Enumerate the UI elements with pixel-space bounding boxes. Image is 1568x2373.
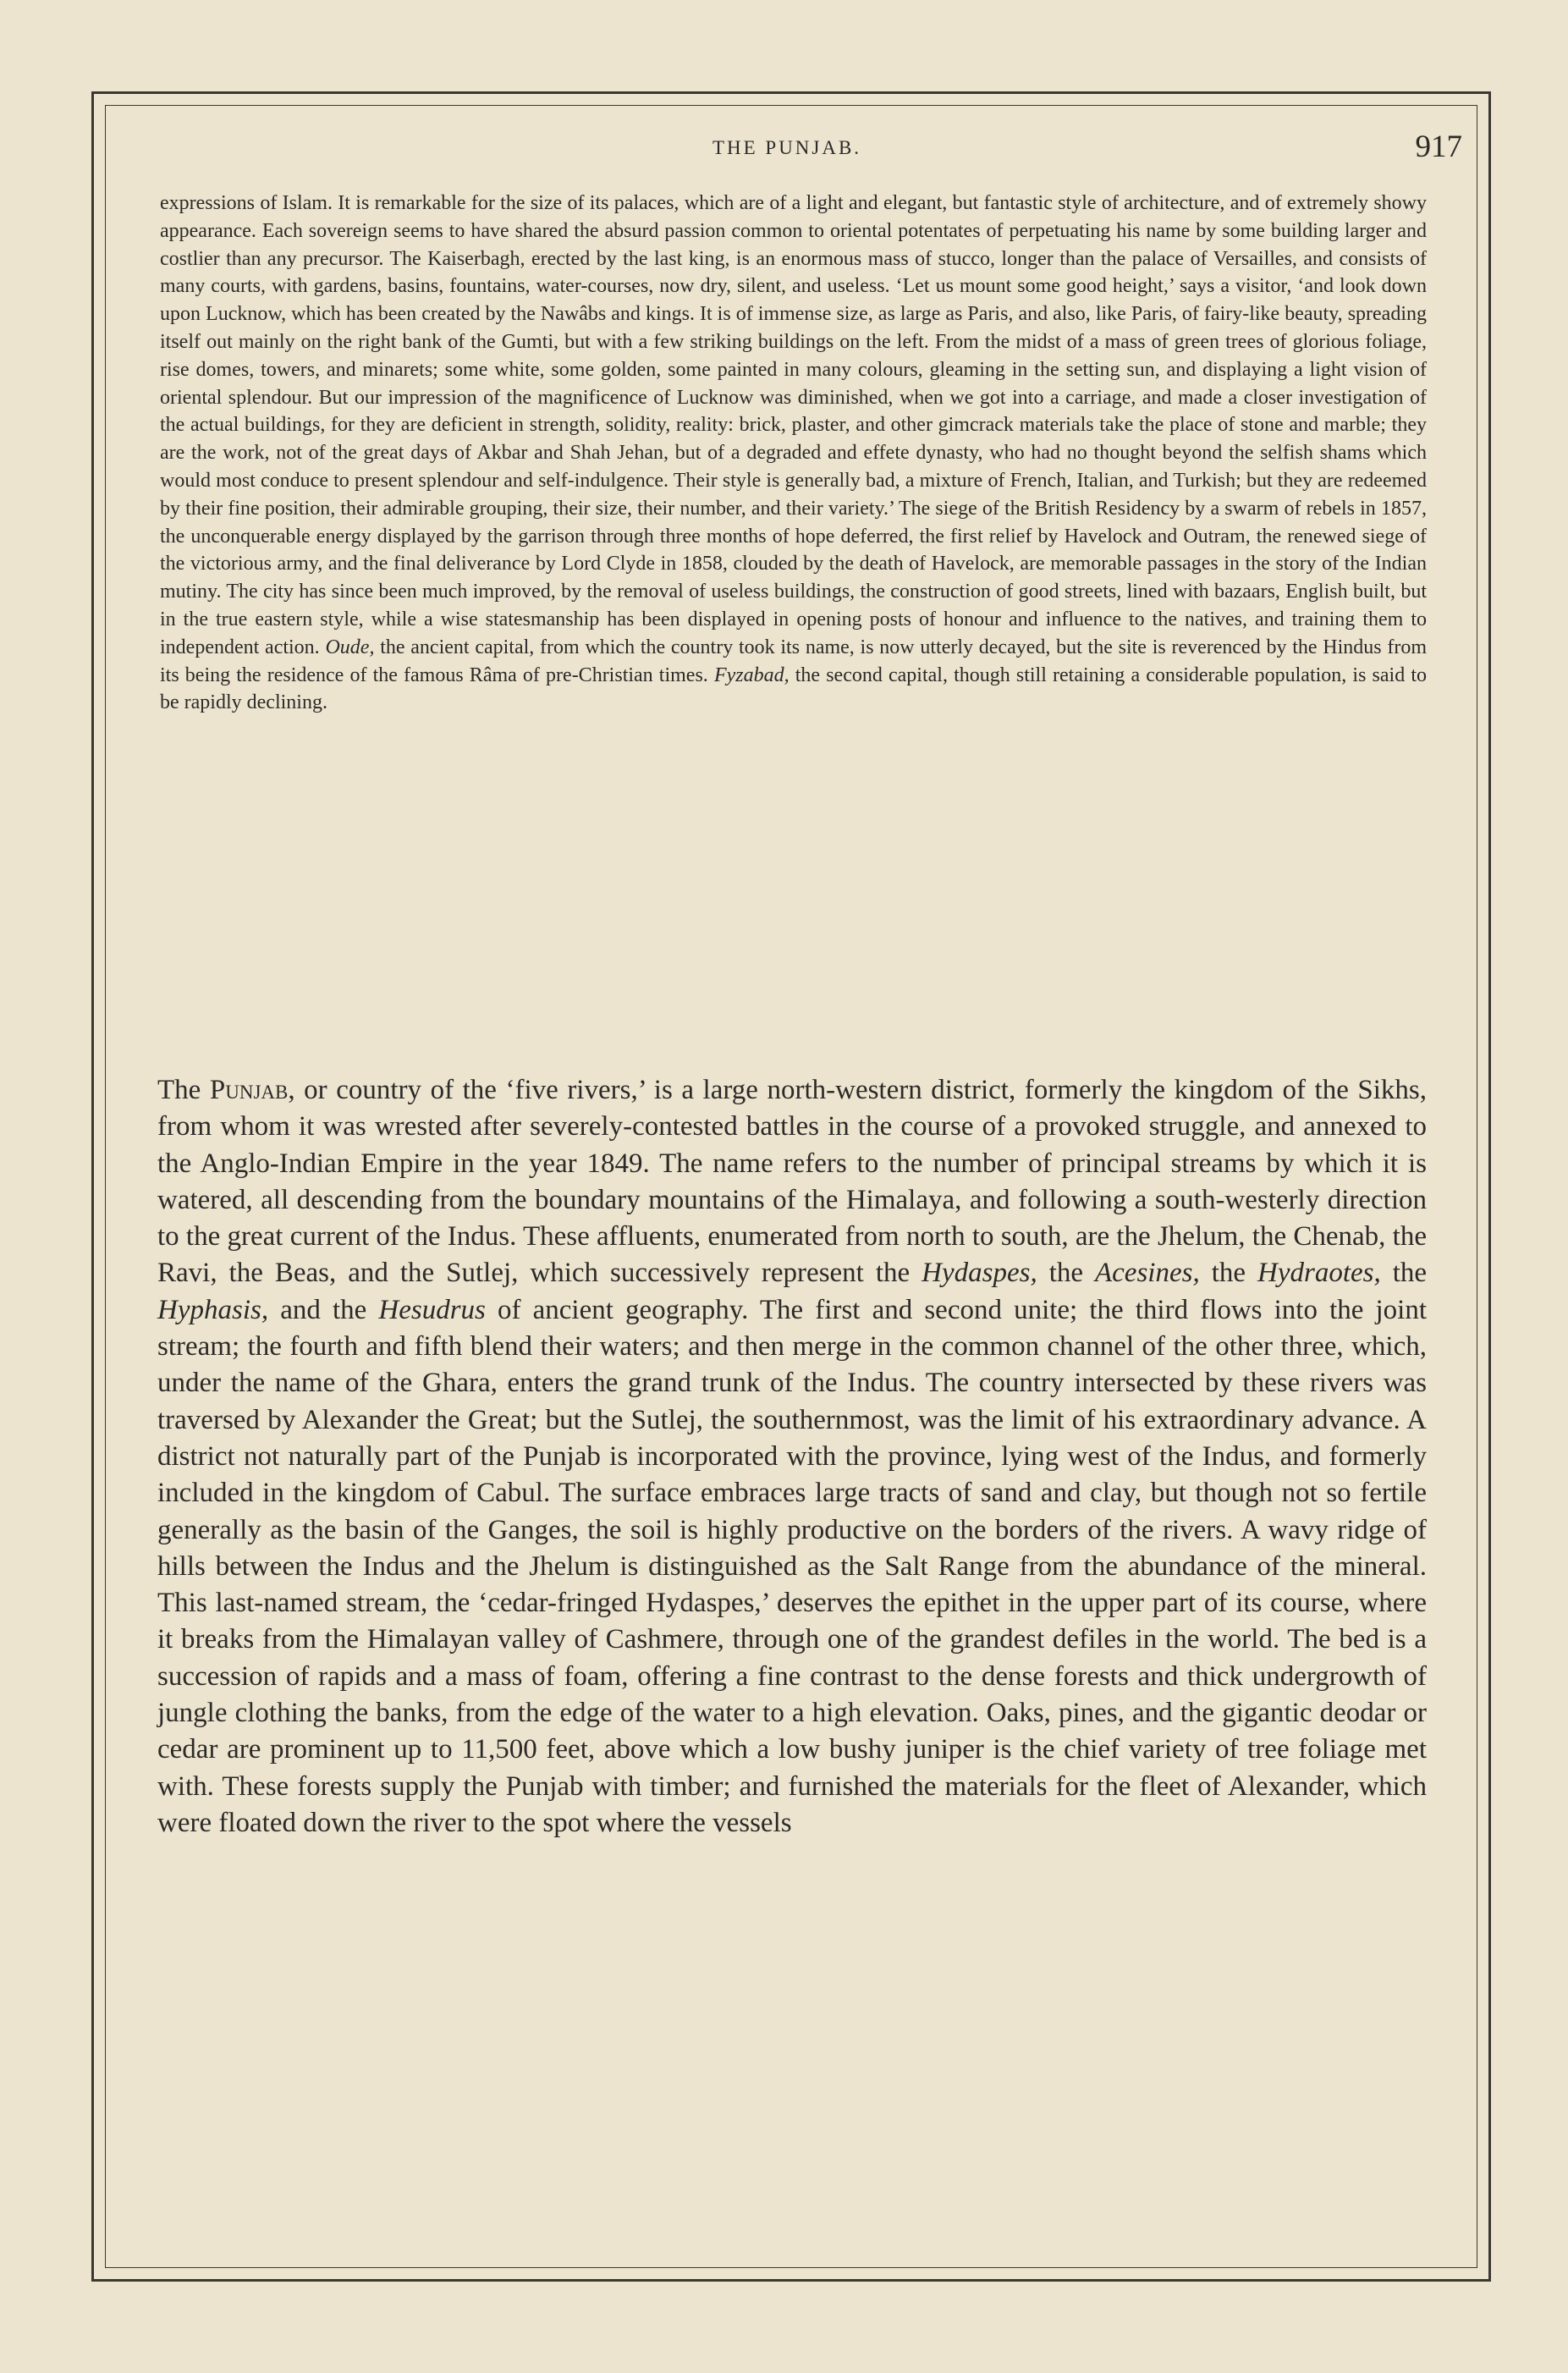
hydraotes-name: Hydraotes, <box>1257 1258 1381 1289</box>
running-head: THE PUNJAB. <box>712 137 862 158</box>
punjab-name: Punjab, <box>209 1075 295 1105</box>
acesines-name: Acesines, <box>1095 1258 1200 1289</box>
oude-name: Oude, <box>325 636 375 658</box>
punjab-and-the: and the <box>280 1294 367 1325</box>
punjab-paragraph <box>157 1072 1427 1842</box>
hyphasis-name: Hyphasis, <box>157 1294 269 1325</box>
lucknow-text-part3: the second capital, though still retaining a considerable population, is said to be rapidly declining. <box>160 663 1428 714</box>
punjab-text-part1: or country of the ‘five rivers,’ is a large north-western district, formerly the kingdom of the Sikhs, from whom it was wrested after severely-contested battles in the course of a provoked struggle, and annexed to the Anglo-Indian Empire in the year 1849. The name refers to the number of principal streams by which it is watered, all descending from the boundary mountains of the Himalaya, and following a south-westerly direction to the great current of the Indus. These affluents, enumerated from north to south, are the Jhelum, the Chenab, the Ravi, the Beas, and the Sutlej, which successively represent the <box>157 1075 1428 1289</box>
lucknow-text-part1: expressions of Islam. It is remarkable for the size of its palaces, which are of a light and elegant, but fantastic style of architecture, and of extremely showy appearance. Each sovereign seems to have shared the absurd passion common to oriental potentates of perpetuating his name by some building larger and costlier than any precursor. The Kaiserbagh, erected by the last king, is an enormous mass of stucco, longer than the palace of Versailles, and consists of many courts, with gardens, basins, fountains, water-courses, now dry, silent, and useless. ‘Let us mount some good height,’ says a visitor, ‘and look down upon Lucknow, which has been created by the Nawâbs and kings. It is of immense size, as large as Paris, and also, like Paris, of fairy-like beauty, spreading itself out mainly on the right bank of the Gumti, but with a few striking buildings on the left. From the midst of a mass of green trees of glorious foliage, rise domes, towers, and minarets; some white, some golden, some painted in many colours, gleaming in the setting sun, and displaying a light vision of oriental splendour. But our impression of the magnificence of Lucknow was diminished, when we got into a carriage, and made a closer investigation of the actual buildings, for they are deficient in strength, solidity, reality: brick, plaster, and other gimcrack materials take the place of stone and marble; they are the work, not of the great days of Akbar and Shah Jehan, but of a degraded and effete dynasty, who had no thought beyond the selfish shams which would most conduce to present splendour and self-indulgence. Their style is generally bad, a mixture of French, Italian, and Turkish; but they are redeemed by their fine position, their admirable grouping, their size, their number, and their variety.’ The siege of the British Residency by a swarm of rebels in 1857, the unconquerable energy displayed by the garrison through three months of hope deferred, the first relief by Havelock and Outram, the renewed siege of the victorious army, and the final deliverance by Lord Clyde in 1858, clouded by the death of Havelock, are memorable passages in the story of the Indian mutiny. The city has since been much improved, by the removal of useless buildings, the construction of good streets, lined with bazaars, English built, but in the true eastern style, while a wise statesmanship has been displayed in opening posts of honour and influence to the natives, and training them to independent action. <box>160 192 1427 658</box>
hydaspes-name: Hydaspes, <box>922 1258 1037 1289</box>
punjab-text-part2: of ancient geography. The first and second unite; the third flows into the joint stream; the fourth and fifth blend their waters; and then merge in the common channel of the other three, which, under the name of the Ghara, enters the grand trunk of the Indus. The country intersected by these rivers was traversed by Alexander the Great; but the Sutlej, the southernmost, was the limit of his extraordinary advance. A district not naturally part of the Punjab is incorporated with the province, lying west of the Indus, and formerly included in the kingdom of Cabul. The surface embraces large tracts of sand and clay, but though not so fertile generally as the basin of the Ganges, the soil is highly productive on the borders of the rivers. A wavy ridge of hills between the Indus and the Jhelum is distinguished as the Salt Range from the abundance of the mineral. This last-named stream, the ‘cedar-fringed Hydaspes,’ deserves the epithet in the upper part of its course, where it breaks from the Himalayan valley of Cashmere, through one of the grandest defiles in the world. The bed is a succession of rapids and a mass of foam, offering a fine contrast to the dense forests and thick undergrowth of jungle clothing the banks, from the edge of the water to a high elevation. Oaks, pines, and the gigantic deodar or cedar are prominent up to 11,500 feet, above which a low bushy juniper is the chief variety of tree foliage met with. These forests supply the Punjab with timber; and furnished the materials for the fleet of Alexander, which were floated down the river to the spot where the vessels <box>157 1294 1428 1838</box>
lucknow-text-part2: the ancient capital, from which the country took its name, is now utterly decayed, but the site is reverenced by the Hindus from its being the residence of the famous Râma of pre-Christian times. <box>160 636 1428 686</box>
hesudrus-name: Hesudrus <box>378 1294 486 1325</box>
punjab-lead-word: The <box>157 1075 201 1105</box>
page-number: 917 <box>1415 129 1462 164</box>
punjab-the-2: the <box>1211 1258 1246 1289</box>
fyzabad-name: Fyzabad, <box>713 663 790 686</box>
punjab-the-1: the <box>1048 1258 1084 1289</box>
punjab-the-3: the <box>1392 1258 1428 1289</box>
lucknow-paragraph <box>160 190 1427 717</box>
